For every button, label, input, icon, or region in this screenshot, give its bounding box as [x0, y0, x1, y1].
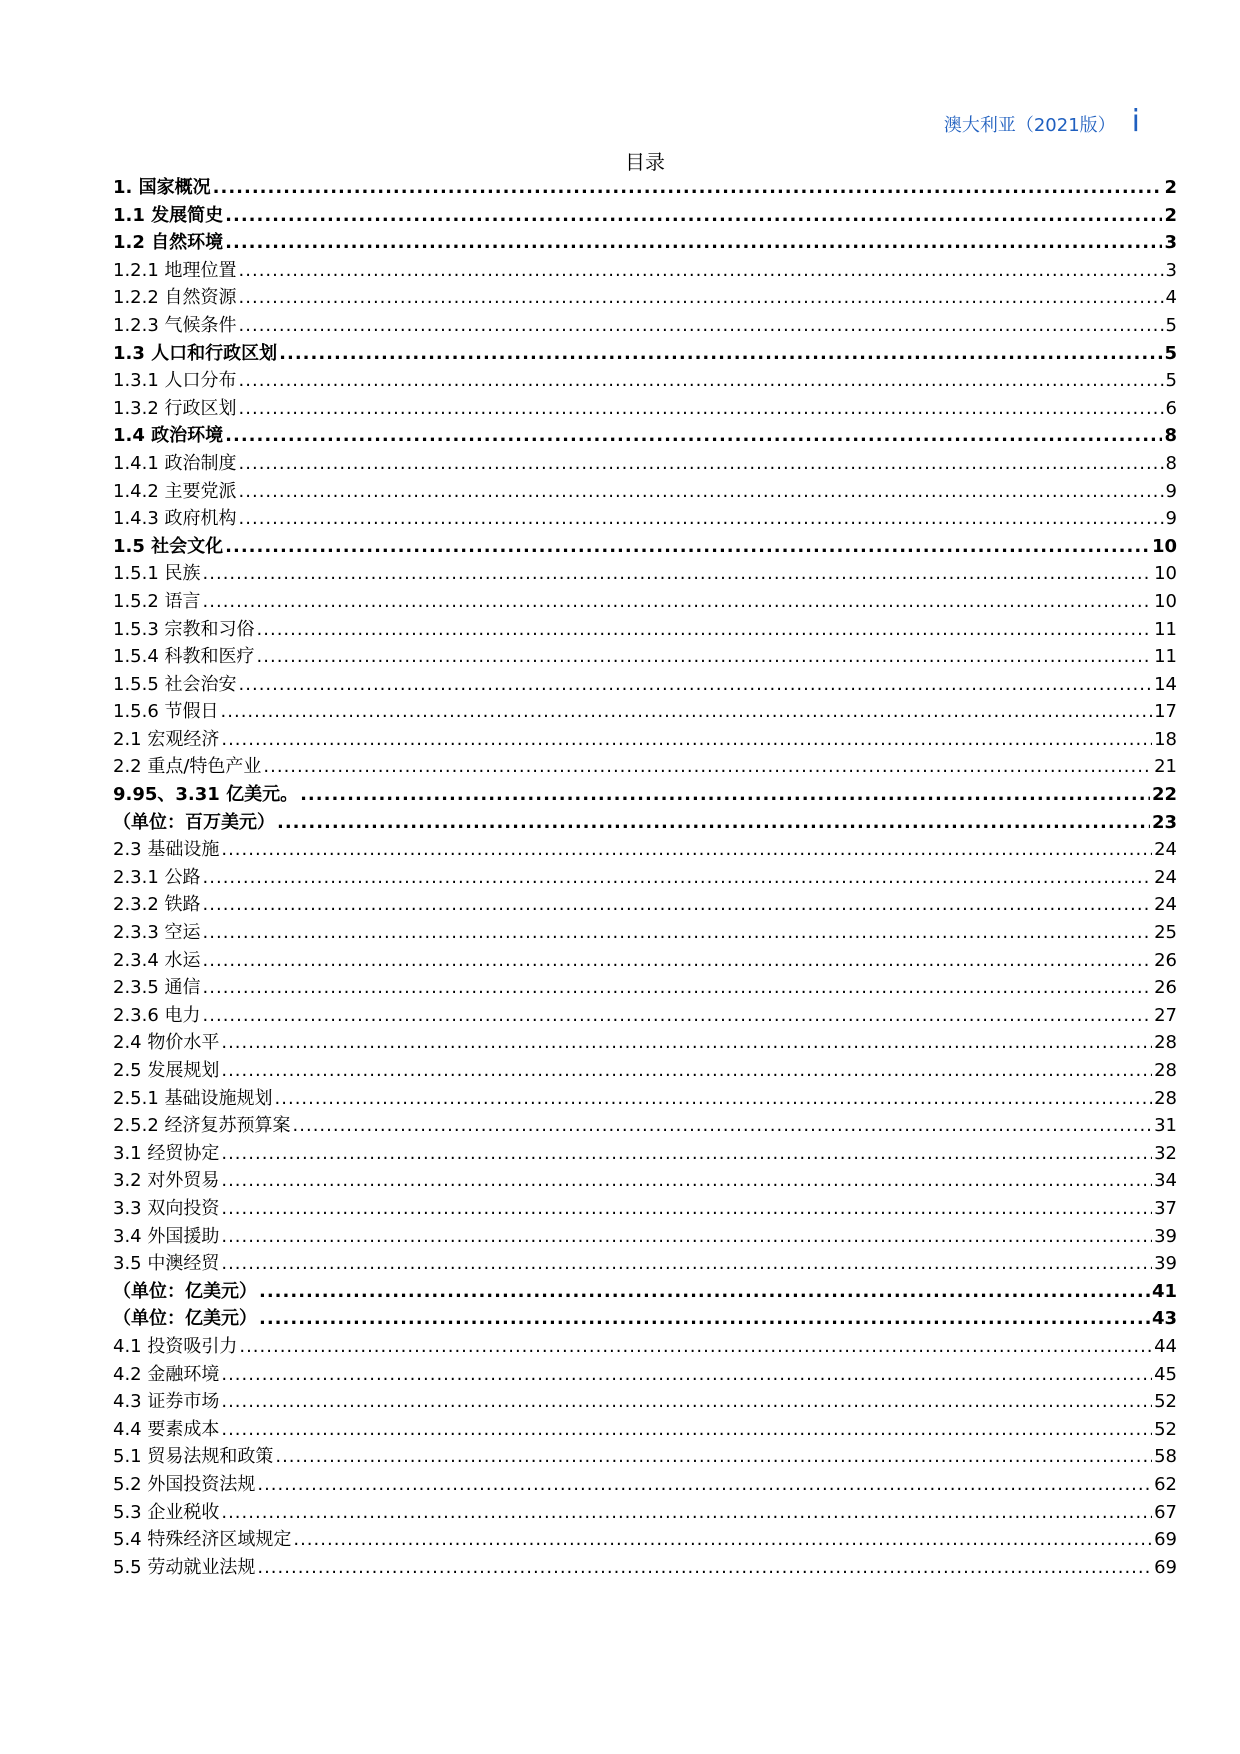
toc-entry[interactable] — [113, 919, 1177, 947]
toc-entry[interactable] — [113, 974, 1177, 1002]
toc-entry-label: 1.2 自然环境 — [113, 232, 224, 254]
toc-entry[interactable] — [113, 1471, 1177, 1499]
toc-dot-leader — [221, 1029, 1152, 1057]
toc-dot-leader — [279, 340, 1162, 368]
toc-dot-leader — [221, 726, 1152, 754]
toc-entry[interactable] — [113, 1416, 1177, 1444]
toc-entry-page: 28 — [1154, 1060, 1177, 1081]
toc-dot-leader — [225, 229, 1162, 257]
toc-entry-page: 28 — [1154, 1032, 1177, 1054]
toc-entry-label: 2.2 重点/特色产业 — [113, 756, 262, 778]
toc-entry-page: 31 — [1154, 1115, 1177, 1137]
toc-entry[interactable] — [113, 1029, 1177, 1057]
toc-dot-leader — [203, 947, 1153, 975]
toc-entry[interactable] — [113, 1333, 1177, 1361]
toc-dot-leader — [203, 974, 1153, 1002]
toc-entry-label: 2.3.3 空运 — [113, 922, 201, 944]
toc-entry[interactable] — [113, 781, 1177, 809]
toc-entry[interactable] — [113, 836, 1177, 864]
toc-entry-label: 1.5 社会文化 — [113, 535, 224, 557]
toc-entry[interactable] — [113, 1443, 1177, 1471]
toc-dot-leader — [213, 174, 1163, 202]
toc-entry[interactable] — [113, 174, 1177, 202]
toc-dot-leader — [277, 809, 1150, 837]
toc-entry[interactable] — [113, 284, 1177, 312]
toc-entry-page: 32 — [1154, 1142, 1177, 1164]
toc-dot-leader — [221, 1223, 1152, 1251]
toc-dot-leader — [259, 1278, 1150, 1306]
toc-entry-label: 1.4 政治环境 — [113, 425, 224, 447]
toc-entry-page: 27 — [1154, 1004, 1177, 1026]
toc-dot-leader — [225, 533, 1150, 561]
toc-entry-label: 1.4.2 主要党派 — [113, 480, 237, 502]
toc-dot-leader — [203, 864, 1153, 892]
toc-entry[interactable] — [113, 891, 1177, 919]
toc-entry-label: 5.3 企业税收 — [113, 1501, 220, 1523]
toc-dot-leader — [239, 1333, 1152, 1361]
toc-entry-page: 8 — [1165, 452, 1177, 474]
toc-entry[interactable] — [113, 1499, 1177, 1527]
toc-entry-page: 18 — [1154, 728, 1177, 750]
toc-entry-page: 43 — [1151, 1308, 1177, 1330]
toc-entry-label: 2.1 宏观经济 — [113, 728, 220, 750]
toc-entry[interactable] — [113, 560, 1177, 588]
toc-dot-leader — [259, 1305, 1150, 1333]
toc-dot-leader — [203, 891, 1153, 919]
toc-entry-label: 1.2.1 地理位置 — [113, 259, 237, 281]
toc-dot-leader — [203, 919, 1153, 947]
toc-entry-page: 69 — [1154, 1556, 1177, 1578]
toc-entry[interactable] — [113, 340, 1177, 368]
toc-entry-page: 52 — [1154, 1391, 1177, 1413]
toc-dot-leader — [221, 1140, 1152, 1168]
toc-entry-page: 41 — [1151, 1280, 1177, 1302]
toc-entry-page: 25 — [1154, 922, 1177, 944]
toc-entry[interactable] — [113, 1002, 1177, 1030]
table-of-contents — [113, 174, 1177, 1581]
toc-entry[interactable] — [113, 257, 1177, 285]
toc-entry-page: 44 — [1154, 1335, 1177, 1357]
toc-entry[interactable] — [113, 1361, 1177, 1389]
toc-dot-leader — [257, 616, 1153, 644]
toc-entry[interactable] — [113, 588, 1177, 616]
toc-entry-page: 52 — [1154, 1418, 1177, 1440]
toc-entry-page: 17 — [1154, 701, 1177, 723]
toc-entry-page: 24 — [1154, 894, 1177, 916]
toc-entry-page: 8 — [1164, 425, 1177, 447]
toc-entry-label: 3.3 双向投资 — [113, 1197, 220, 1219]
toc-entry-page: 34 — [1154, 1170, 1177, 1192]
toc-entry-page: 2 — [1164, 204, 1177, 226]
toc-dot-leader — [239, 257, 1164, 285]
toc-entry-label: 3.1 经贸协定 — [113, 1142, 220, 1164]
toc-entry-page: 21 — [1154, 756, 1177, 778]
toc-entry-label: 1. 国家概况 — [113, 177, 211, 198]
toc-entry-label: 2.3 基础设施 — [113, 839, 220, 861]
toc-entry[interactable] — [113, 1057, 1177, 1085]
toc-entry-label: （单位：亿美元） — [113, 1308, 257, 1330]
toc-entry-page: 39 — [1154, 1253, 1177, 1275]
toc-entry-page: 39 — [1154, 1225, 1177, 1247]
toc-entry-page: 2 — [1164, 177, 1177, 198]
toc-entry[interactable] — [113, 229, 1177, 257]
toc-entry[interactable] — [113, 809, 1177, 837]
toc-entry[interactable] — [113, 643, 1177, 671]
toc-entry-label: 2.5.2 经济复苏预算案 — [113, 1115, 291, 1137]
toc-entry[interactable] — [113, 947, 1177, 975]
toc-dot-leader — [221, 1499, 1152, 1527]
toc-dot-leader — [203, 1002, 1153, 1030]
toc-entry-page: 23 — [1151, 811, 1177, 833]
toc-dot-leader — [239, 312, 1164, 340]
toc-dot-leader — [239, 284, 1164, 312]
toc-entry-label: 2.3.4 水运 — [113, 949, 201, 971]
toc-entry-page: 10 — [1151, 535, 1177, 557]
toc-entry[interactable] — [113, 312, 1177, 340]
toc-entry[interactable] — [113, 1305, 1177, 1333]
toc-dot-leader — [221, 1057, 1152, 1085]
toc-entry[interactable] — [113, 395, 1177, 423]
toc-entry-label: 1.5.5 社会治安 — [113, 673, 237, 695]
toc-entry-page: 24 — [1154, 839, 1177, 861]
toc-entry-label: 1.3.2 行政区划 — [113, 397, 237, 419]
toc-entry[interactable] — [113, 1554, 1177, 1582]
toc-entry[interactable] — [113, 505, 1177, 533]
toc-entry-page: 22 — [1151, 784, 1177, 806]
toc-dot-leader — [221, 836, 1152, 864]
toc-dot-leader — [239, 505, 1164, 533]
toc-entry[interactable] — [113, 533, 1177, 561]
document-title: 澳大利亚（2021版） — [943, 115, 1116, 136]
toc-entry-page: 69 — [1154, 1529, 1177, 1551]
toc-entry-label: （单位：百万美元） — [113, 811, 275, 833]
toc-entry[interactable] — [113, 1388, 1177, 1416]
toc-entry-label: 4.1 投资吸引力 — [113, 1335, 238, 1357]
toc-entry-label: （单位：亿美元） — [113, 1280, 257, 1302]
toc-entry-page: 5 — [1165, 370, 1177, 392]
toc-dot-leader — [225, 202, 1162, 230]
toc-entry-label: 3.4 外国援助 — [113, 1225, 220, 1247]
toc-entry-page: 10 — [1154, 590, 1177, 612]
toc-entry[interactable] — [113, 616, 1177, 644]
toc-entry-page: 5 — [1164, 342, 1177, 364]
toc-dot-leader — [257, 1471, 1152, 1499]
toc-entry[interactable] — [113, 726, 1177, 754]
toc-entry[interactable] — [113, 698, 1177, 726]
toc-entry-page: 26 — [1154, 977, 1177, 999]
toc-entry-page: 6 — [1165, 397, 1177, 419]
toc-entry[interactable] — [113, 1167, 1177, 1195]
toc-entry-label: 1.1 发展简史 — [113, 204, 224, 226]
toc-entry-page: 10 — [1154, 563, 1177, 585]
toc-entry-page: 4 — [1165, 287, 1177, 309]
toc-entry-page: 9 — [1165, 508, 1177, 530]
toc-dot-leader — [239, 478, 1164, 506]
toc-entry-label: 1.3 人口和行政区划 — [113, 342, 278, 364]
toc-entry[interactable] — [113, 1085, 1177, 1113]
toc-entry[interactable] — [113, 671, 1177, 699]
toc-entry[interactable] — [113, 1250, 1177, 1278]
toc-entry[interactable] — [113, 478, 1177, 506]
toc-entry-label: 9.95、3.31 亿美元。 — [113, 784, 299, 806]
toc-entry-label: 1.5.1 民族 — [113, 563, 201, 585]
toc-entry-label: 5.1 贸易法规和政策 — [113, 1446, 274, 1468]
toc-entry-label: 1.4.1 政治制度 — [113, 452, 237, 474]
toc-entry[interactable] — [113, 1223, 1177, 1251]
toc-entry[interactable] — [113, 422, 1177, 450]
toc-entry-label: 5.5 劳动就业法规 — [113, 1556, 256, 1578]
toc-dot-leader — [221, 1195, 1152, 1223]
toc-dot-leader — [221, 1388, 1152, 1416]
toc-entry-label: 1.4.3 政府机构 — [113, 508, 237, 530]
toc-entry-label: 3.5 中澳经贸 — [113, 1253, 220, 1275]
toc-dot-leader — [293, 1112, 1153, 1140]
toc-entry-page: 3 — [1164, 232, 1177, 254]
toc-entry-label: 1.5.4 科教和医疗 — [113, 646, 255, 668]
toc-entry-page: 5 — [1165, 314, 1177, 336]
toc-dot-leader — [203, 588, 1153, 616]
toc-entry-label: 1.5.2 语言 — [113, 590, 201, 612]
toc-entry-page: 37 — [1154, 1197, 1177, 1219]
toc-dot-leader — [239, 395, 1164, 423]
toc-entry-label: 5.2 外国投资法规 — [113, 1473, 256, 1495]
toc-dot-leader — [221, 1250, 1152, 1278]
toc-entry-label: 4.4 要素成本 — [113, 1418, 220, 1440]
toc-entry-label: 2.5.1 基础设施规划 — [113, 1087, 273, 1109]
toc-entry-label: 1.3.1 人口分布 — [113, 370, 237, 392]
toc-entry-label: 4.2 金融环境 — [113, 1363, 220, 1385]
toc-entry-label: 2.3.5 通信 — [113, 977, 201, 999]
toc-dot-leader — [275, 1085, 1153, 1113]
toc-entry[interactable] — [113, 1140, 1177, 1168]
toc-entry-page: 45 — [1154, 1363, 1177, 1385]
toc-entry-page: 11 — [1154, 646, 1177, 668]
toc-dot-leader — [239, 450, 1164, 478]
toc-entry-label: 1.2.3 气候条件 — [113, 314, 237, 336]
toc-entry-page: 11 — [1154, 618, 1177, 640]
toc-entry-label: 5.4 特殊经济区域规定 — [113, 1529, 292, 1551]
toc-dot-leader — [221, 1361, 1152, 1389]
toc-dot-leader — [263, 753, 1152, 781]
toc-entry-label: 2.3.6 电力 — [113, 1004, 201, 1026]
toc-entry[interactable] — [113, 367, 1177, 395]
toc-dot-leader — [239, 671, 1153, 699]
toc-entry-label: 2.5 发展规划 — [113, 1060, 220, 1081]
toc-entry-label: 1.5.6 节假日 — [113, 701, 219, 723]
toc-entry-label: 1.2.2 自然资源 — [113, 287, 237, 309]
toc-entry-label: 3.2 对外贸易 — [113, 1170, 220, 1192]
toc-dot-leader — [275, 1443, 1152, 1471]
toc-dot-leader — [257, 643, 1153, 671]
toc-entry[interactable] — [113, 753, 1177, 781]
page-header — [944, 104, 1140, 139]
toc-entry-page: 24 — [1154, 866, 1177, 888]
toc-entry[interactable] — [113, 864, 1177, 892]
toc-entry-page: 26 — [1154, 949, 1177, 971]
toc-entry[interactable] — [113, 202, 1177, 230]
toc-entry-page: 58 — [1154, 1446, 1177, 1468]
toc-entry-label: 1.5.3 宗教和习俗 — [113, 618, 255, 640]
toc-entry-page: 14 — [1154, 673, 1177, 695]
toc-entry-label: 2.3.1 公路 — [113, 866, 201, 888]
toc-dot-leader — [221, 1167, 1152, 1195]
toc-entry-page: 67 — [1154, 1501, 1177, 1523]
toc-dot-leader — [239, 367, 1164, 395]
toc-dot-leader — [221, 1416, 1152, 1444]
toc-dot-leader — [203, 560, 1153, 588]
toc-entry[interactable] — [113, 1526, 1177, 1554]
toc-entry-page: 3 — [1165, 259, 1177, 281]
toc-dot-leader — [257, 1554, 1152, 1582]
toc-dot-leader — [225, 422, 1162, 450]
page-number: i — [1131, 104, 1140, 139]
toc-entry[interactable] — [113, 450, 1177, 478]
toc-entry[interactable] — [113, 1112, 1177, 1140]
toc-entry[interactable] — [113, 1278, 1177, 1306]
toc-entry-page: 62 — [1154, 1473, 1177, 1495]
toc-dot-leader — [300, 781, 1150, 809]
toc-entry-label: 2.3.2 铁路 — [113, 894, 201, 916]
toc-title: 目录 — [625, 150, 665, 174]
toc-entry[interactable] — [113, 1195, 1177, 1223]
toc-entry-page: 9 — [1165, 480, 1177, 502]
toc-entry-page: 28 — [1154, 1087, 1177, 1109]
toc-entry-label: 4.3 证券市场 — [113, 1391, 220, 1413]
toc-entry-label: 2.4 物价水平 — [113, 1032, 220, 1054]
toc-dot-leader — [293, 1526, 1152, 1554]
toc-dot-leader — [221, 698, 1153, 726]
